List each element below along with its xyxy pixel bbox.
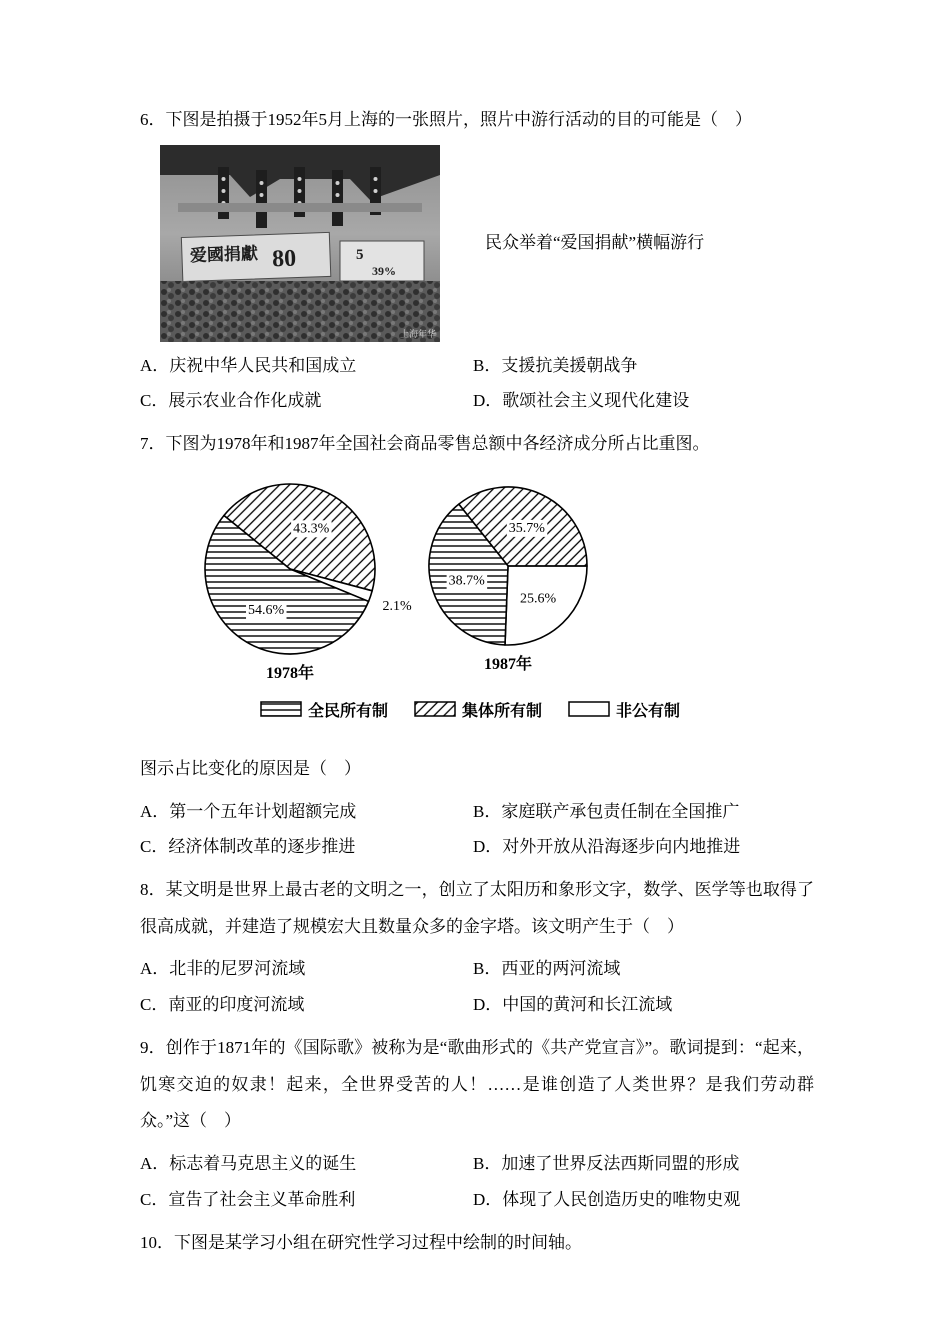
pie-year-label: 1978年 [265,664,315,682]
photo-caption: 民众举着“爱国捐献”横幅游行 [485,233,705,253]
q7-option-d: D．对外开放从沿海逐步向内地推进 [473,837,741,857]
legend-label: 集体所有制 [461,702,542,720]
question-6-options [140,355,814,414]
question-6 [140,102,814,413]
legend-swatch-diagonal-hatch [414,701,456,717]
legend-item-collective [414,698,542,721]
question-9-options [140,1153,814,1212]
pie-slice-percent-label: 54.6% [248,603,285,619]
q6-option-d: D．歌颂社会主义现代化建设 [473,391,690,411]
pie-slice-percent-label: 43.3% [293,521,330,537]
question-8 [140,872,814,1017]
chart-legend [140,698,800,721]
legend-swatch-horizontal-lines [260,701,302,717]
photo-banner-small: 5 [356,246,364,263]
parade-photo-image [160,145,440,342]
photo-banner-percent: 39% [372,263,396,278]
question-8-stem: 8．某文明是世界上最古老的文明之一，创立了太阳历和象形文字，数学、医学等也取得了很高成就，并建造了规模宏大且数量众多的金字塔。该文明产生于（ ） [140,880,814,936]
option-row [140,801,814,824]
parade-photo [160,145,440,342]
legend-item-non-public [568,698,680,721]
q9-option-c: C．宣告了社会主义革命胜利 [140,1189,356,1209]
option-row [140,958,814,981]
question-9-stem: 9．创作于1871年的《国际歌》被称为是“歌曲形式的《共产党宣言》”。歌词提到：“起来，饥寒交迫的奴隶！起来，全世界受苦的人！……是谁创造了人类世界？是我们劳动群众。”这（ ） [140,1038,814,1131]
pie-slice-percent-label: 25.6% [520,591,557,607]
q9-option-a: A．标志着马克思主义的诞生 [140,1154,357,1173]
option-row [140,836,814,859]
option-row [140,1189,814,1212]
pie-slice-percent-label: 35.7% [508,520,545,536]
option-row [140,390,814,413]
pie-chart-figure [140,471,814,721]
q6-option-a: A．庆祝中华人民共和国成立 [140,355,357,375]
pie-slice-percent-label: 38.7% [448,573,485,589]
q8-option-d: D．中国的黄河和长江流域 [473,995,673,1015]
q6-option-b: B．支援抗美援朝战争 [473,355,638,375]
q8-option-a: A．北非的尼罗河流域 [140,959,306,979]
question-6-figure [140,145,814,342]
photo-streamer [178,203,422,212]
question-7-stem: 7．下图为1978年和1987年全国社会商品零售总额中各经济成分所占比重图。 [140,434,710,454]
question-7-follow-up: 图示占比变化的原因是（ ） [140,758,361,778]
photo-banner-text: 爱國捐獻 [189,243,259,265]
photo-crowd [160,281,440,342]
photo-main-banner [181,232,330,281]
photo-right-banner [340,241,424,281]
question-8-options [140,958,814,1017]
legend-label: 全民所有制 [307,702,388,720]
photo-banner-number: 80 [271,245,297,272]
legend-label: 非公有制 [616,702,681,720]
q7-option-c: C．经济体制改革的逐步推进 [140,837,356,857]
question-10-stem: 10．下图是某学习小组在研究性学习过程中绘制的时间轴。 [140,1232,582,1252]
pie-charts [140,471,800,689]
question-6-stem: 6．下图是拍摄于1952年5月上海的一张照片，照片中游行活动的目的可能是（ ） [140,110,752,129]
q8-option-b: B．西亚的两河流域 [473,959,621,979]
option-row [140,994,814,1017]
photo-watermark: 上海年华 [399,328,436,339]
q7-option-a: A．第一个五年计划超额完成 [140,801,357,821]
q6-option-c: C．展示农业合作化成就 [140,391,322,411]
option-row [140,355,814,378]
question-9 [140,1030,814,1212]
pie-year-label: 1987年 [483,655,533,673]
q8-option-c: C．南亚的印度河流域 [140,995,305,1015]
pie-slice-percent-label: 2.1% [382,599,412,615]
question-10 [140,1225,814,1262]
option-row [140,1153,814,1176]
q9-option-d: D．体现了人民创造历史的唯物史观 [473,1189,741,1209]
legend-item-state-owned [260,698,388,721]
q9-option-b: B．加速了世界反法西斯同盟的形成 [473,1154,740,1173]
question-7 [140,426,814,859]
question-7-options [140,801,814,860]
legend-swatch-plain-white [568,701,610,717]
q7-option-b: B．家庭联产承包责任制在全国推广 [473,801,740,821]
